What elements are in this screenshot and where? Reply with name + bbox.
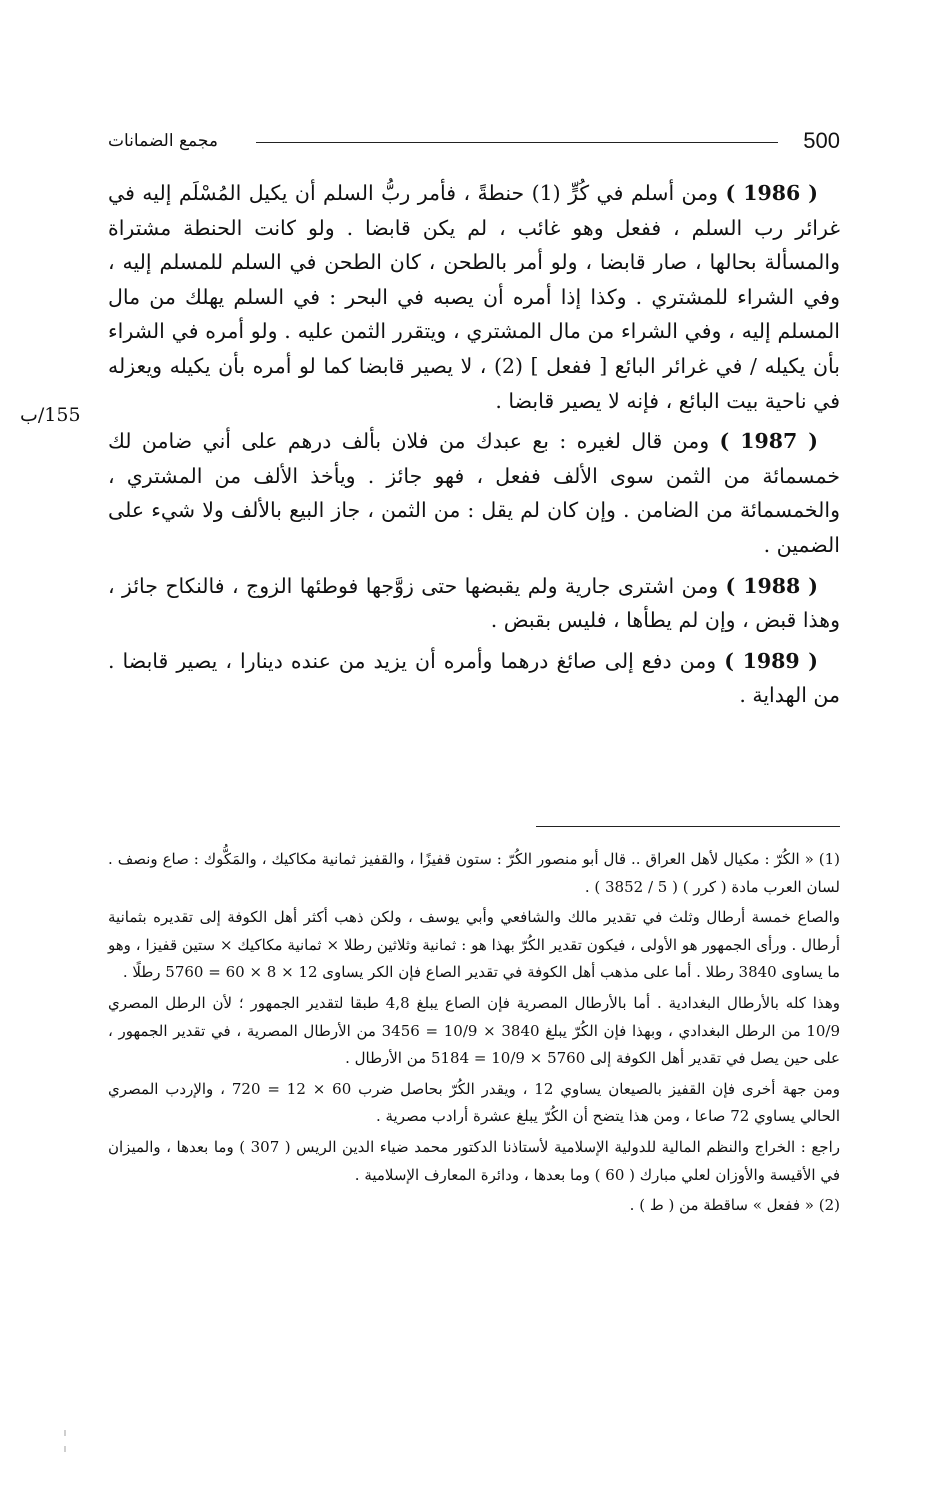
paragraph-1988: [108, 569, 840, 638]
footnote-1: (1) « الكُرّ : مكيال لأهل العراق .. قال أبو منصور الكُرّ : ستون قفيزًا ، والقفيز ثمانية مكاكيك ، والمَكُّوك : صاع ونصف . لسان العرب مادة ( كرر ) ( 5 / 3852 ) .: [108, 850, 840, 896]
footnote-1-continued: ومن جهة أخرى فإن القفيز بالصيعان يساوي 12 ، ويقدر الكُرّ بحاصل ضرب 60 × 12 = 720 ، والإردب المصري الحالي يساوي 72 صاعا ، ومن هذا يتضح أن الكُرّ يبلغ عشرة أرادب مصرية .: [108, 1079, 841, 1126]
entry-number: ( 1989 ): [724, 648, 818, 673]
paragraph-1986: [108, 176, 840, 418]
book-title: مجمع الضمانات: [108, 131, 218, 151]
entry-number: ( 1986 ): [725, 181, 818, 205]
footnote-divider: [536, 826, 840, 827]
main-text: [108, 176, 840, 719]
scan-speck: [64, 1430, 66, 1436]
paragraph-1989: [108, 644, 840, 713]
header-rule: [256, 142, 778, 143]
footnote-1-references: راجع : الخراج والنظم المالية للدولية الإسلامية لأستاذنا الدكتور محمد ضياء الدين الريس ( 307 ) وما بعدها ، والميزان في الأقيسة والأوزان لعلي مبارك ( 60 ) وما بعدها ، ودائرة المعارف الإسلامية .: [108, 1137, 840, 1184]
footnotes: [108, 846, 840, 1223]
entry-number: ( 1988 ): [725, 573, 819, 598]
paragraph-1987: [108, 424, 840, 562]
footnote-2: (2) « ففعل » ساقطة من ( ط ) .: [629, 1196, 840, 1215]
paragraph-text: ومن دفع إلى صائغ درهما وأمره أن يزيد من عنده دينارا ، يصير قابضا . من الهداية .: [108, 648, 840, 708]
footnote-1-continued: وهذا كله بالأرطال البغدادية . أما بالأرطال المصرية فإن الصاع يبلغ 4,8 طبقا لتقدير الجمهور ؛ لأن الرطل المصري 10/9 من الرطل البغدادي ، وبهذا فإن الكُرّ يبلغ 3840 × 10/9 = 3456 من الأرطال المصرية ، في تقدير الجمهور ، على حين يصل في تقدير أهل الكوفة إلى 5760 × 10/9 = 5184 من الأرطال .: [108, 993, 841, 1068]
paragraph-text: ومن قال لغيره : بع عبدك من فلان بألف درهم على أني ضامن لك خمسمائة من الثمن سوى الألف ففعل ، فهو جائز . ويأخذ الألف من المشتري ، والخمسمائة من الضامن . وإن كان لم يقل : من الثمن ، جاز البيع بالألف ولا شيء على الضمين .: [108, 429, 840, 557]
paragraph-text: ومن أسلم في كُرٍّ (1) حنطةً ، فأمر ربُّ السلم أن يكيل المُسْلَم إليه في غرائر رب السلم ، ففعل وهو غائب ، لم يكن قابضا . ولو كانت الحنطة مشتراة والمسألة بحالها ، صار قابضا ، ولو أمر بالطحن ، كان الطحن في السلم للمسلم إليه ، وفي الشراء للمشتري . وكذا إذا أمره أن يصبه في البحر : في السلم يهلك من مال المسلم إليه ، وفي الشراء من مال المشتري ، ويتقرر الثمن عليه . ولو أمره في الشراء بأن يكيله / في غرائر البائع [ ففعل ] (2) ، لا يصير قابضا كما لو أمره بأن يكيله ويعزله في ناحية بيت البائع ، فإنه لا يصير قابضا .: [108, 181, 841, 413]
entry-number: ( 1987 ): [719, 429, 818, 454]
scan-speck: [64, 1446, 66, 1452]
footnote-1-continued: والصاع خمسة أرطال وثلث في تقدير مالك والشافعي وأبي يوسف ، ولكن ذهب أكثر أهل الكوفة إلى تقديره بثمانية أرطال . ورأى الجمهور هو الأولى ، فيكون تقدير الكُرّ بهذا هو : ثمانية وثلاثين رطلا × ثمانية مكاكيك × ستين قفيزا ، وهو ما يساوى 3840 رطلا . أما على مذهب أهل الكوفة في تقدير الصاع فإن الكر يساوى 12 × 8 × 60 = 5760 رطلًا .: [108, 908, 840, 982]
page-header: [108, 126, 840, 160]
page-number: 500: [803, 128, 840, 153]
margin-folio-note: 155/ب: [20, 404, 81, 426]
paragraph-text: ومن اشترى جارية ولم يقبضها حتى زوَّجها فوطئها الزوج ، فالنكاح جائز ، وهذا قبض ، وإن لم يطأها ، فليس بقبض .: [108, 573, 840, 633]
